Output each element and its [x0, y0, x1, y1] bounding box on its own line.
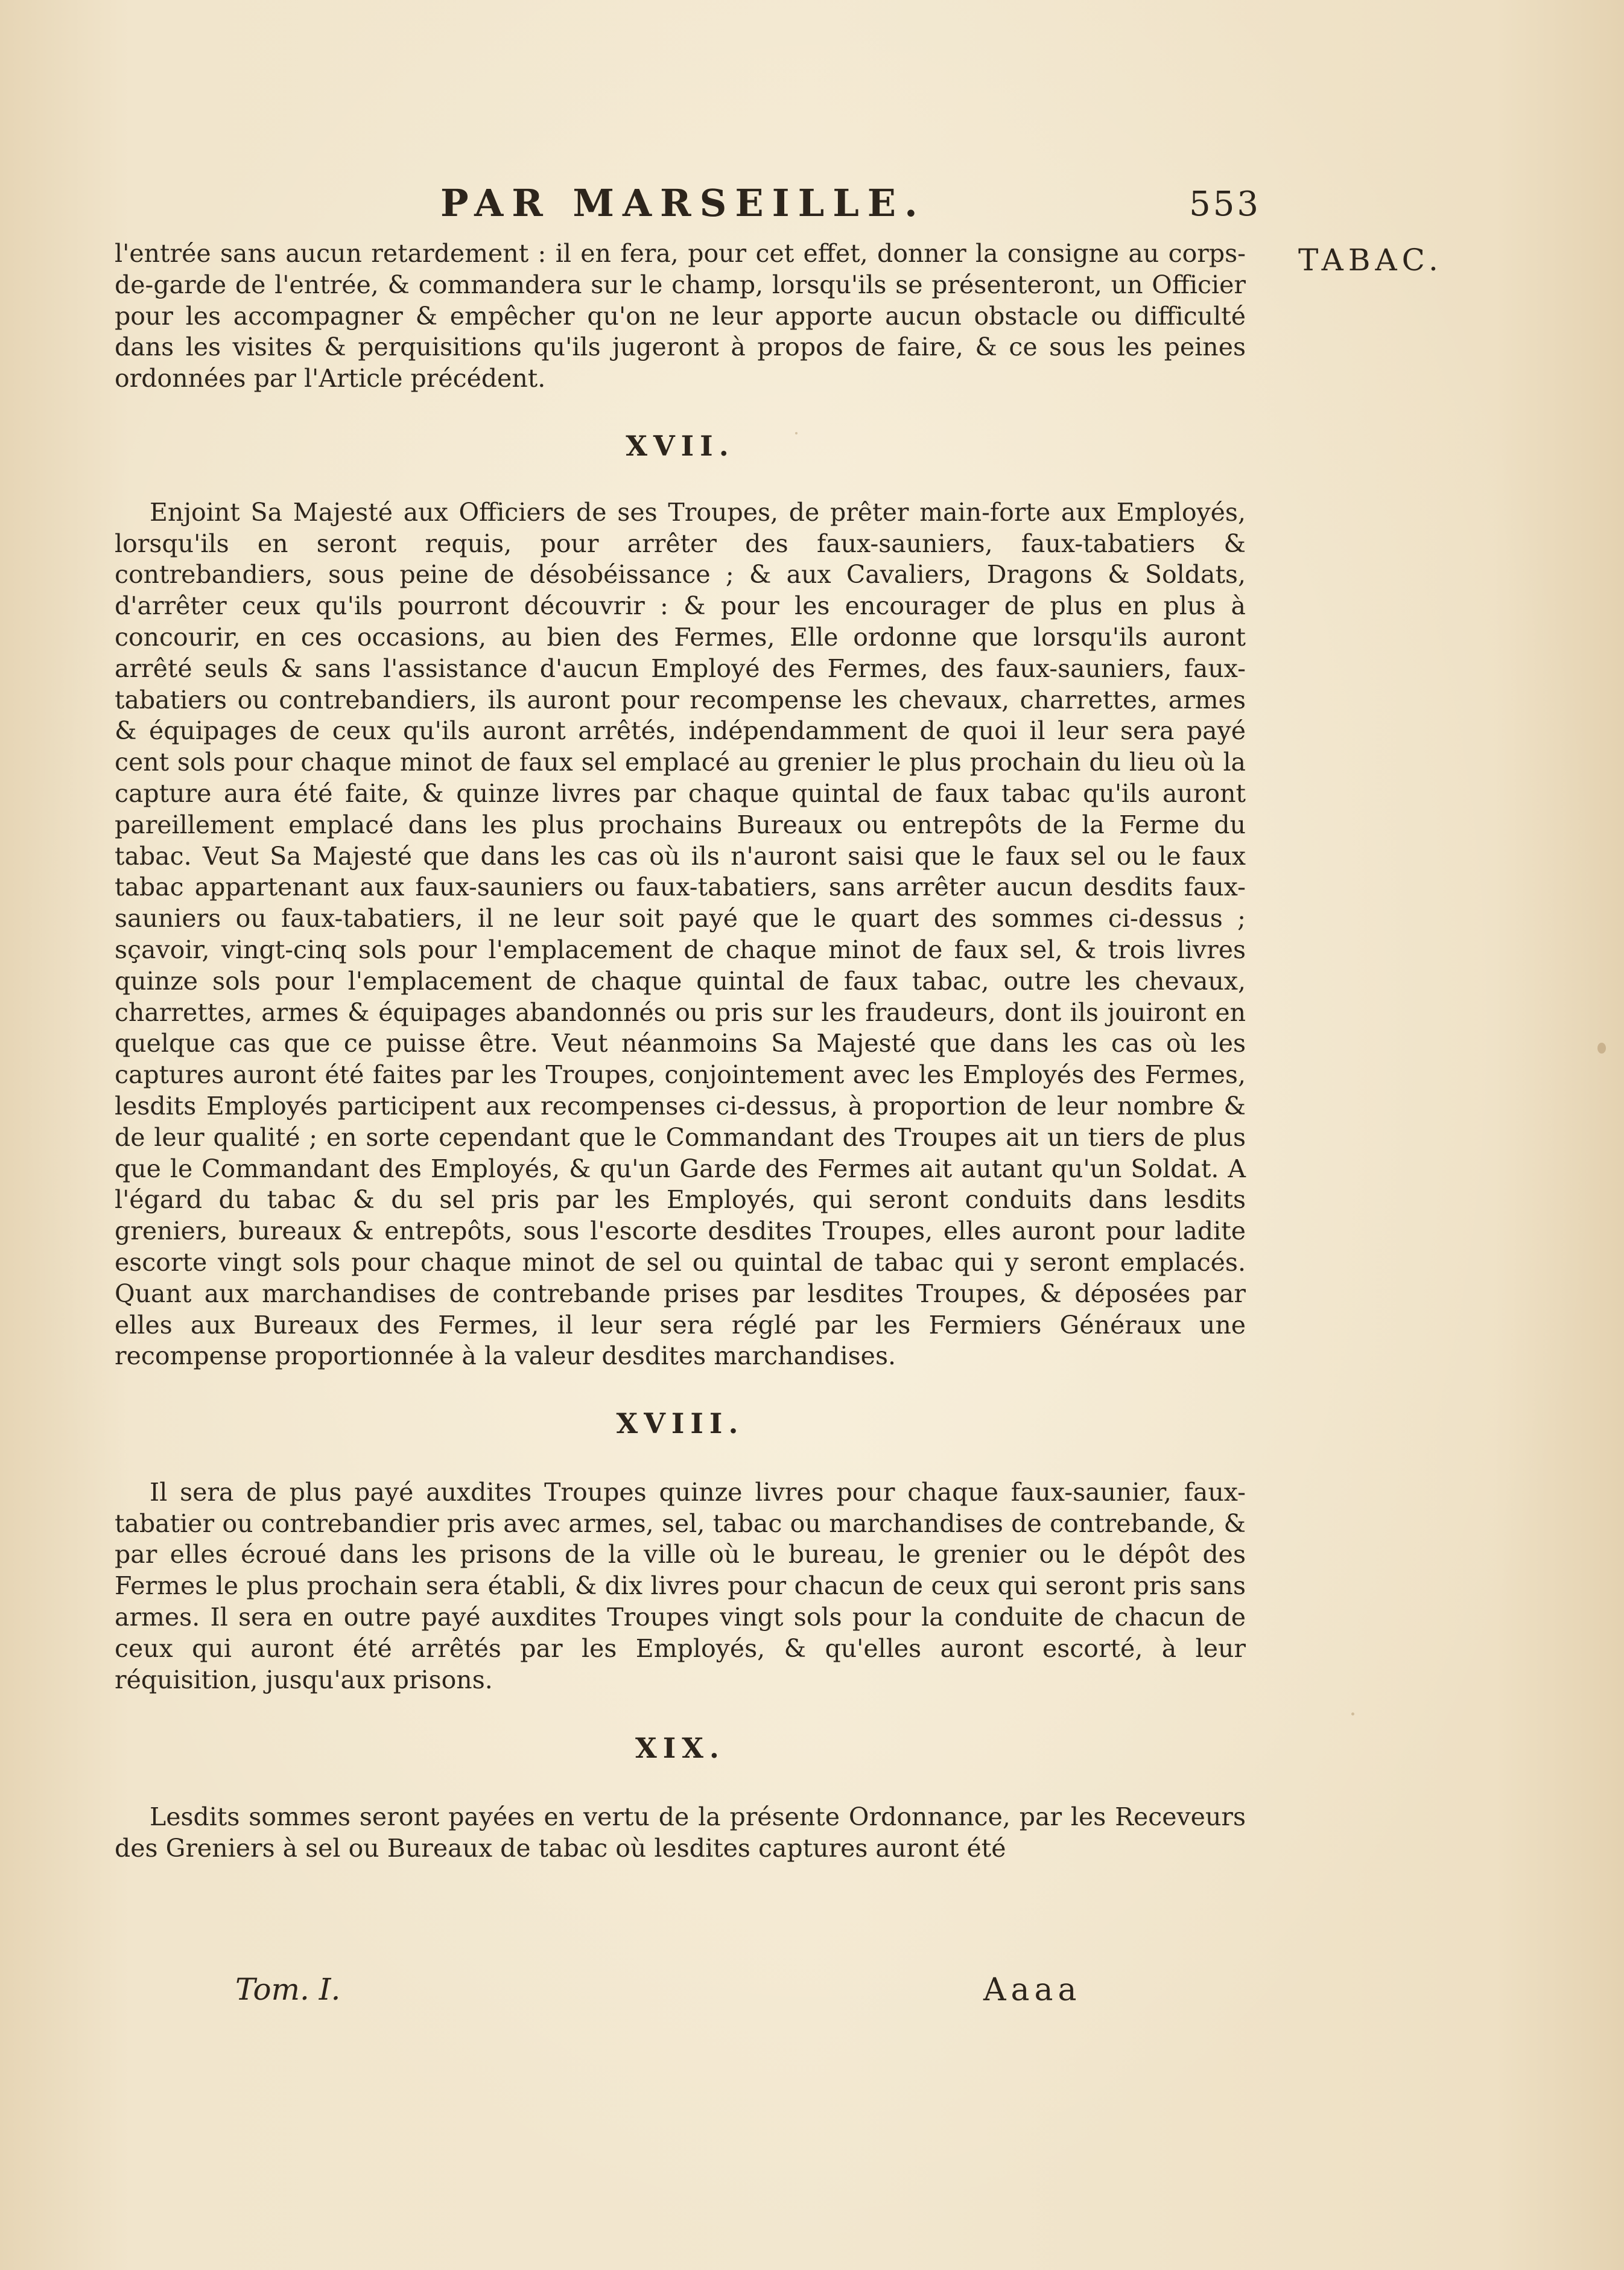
running-head: PAR MARSEILLE. [440, 181, 926, 225]
article-heading-xvii: XVII. [626, 429, 735, 462]
article-heading-xviii: XVIII. [616, 1407, 744, 1440]
article-heading-xix: XIX. [635, 1732, 725, 1765]
signature-mark: Aaaa [983, 1972, 1082, 2008]
paragraph-article-xix: Lesdits sommes seront payées en vertu de la présente Ordonnance, par les Receveurs des Greniers à sel ou Bureaux de tabac où lesdites captures auront été [115, 1802, 1246, 1863]
paragraph-continuation: l'entrée sans aucun retardement : il en fera, pour cet effet, donner la consigne au corps-de-garde de l'entrée, & commandera sur le champ, lorsqu'ils se présenteront, un Officier pour les accompagner & empêcher qu'on ne leur apporte aucun obstacle ou difficulté dans les visites & perquisitions qu'ils jugeront à propos de faire, & ce sous les peines ordonnées par l'Article précédent. [115, 239, 1246, 393]
body-text [115, 238, 1246, 1865]
page-number: 553 [1189, 185, 1261, 224]
foxing-spot [1597, 1043, 1606, 1054]
margin-note: TABAC. [1298, 243, 1443, 278]
foxing-spot [1351, 1712, 1354, 1715]
paragraph-article-xvii: Enjoint Sa Majesté aux Officiers de ses Troupes, de prêter main-forte aux Employés, lorsqu'ils en seront requis, pour arrêter des faux-sauniers, faux-tabatiers & contrebandiers, sous peine de désobéissance ; & aux Cavaliers, Dragons & Soldats, d'arrêter ceux qu'ils pourront découvrir : & pour les encourager de plus en plus à concourir, en ces occasions, au bien des Fermes, Elle ordonne que lorsqu'ils auront arrêté seuls & sans l'assistance d'aucun Employé des Fermes, des faux-sauniers, faux-tabatiers ou contrebandiers, ils auront pour recompense les chevaux, charrettes, armes & équipages de ceux qu'ils auront arrêtés, indépendamment de quoi il leur sera payé cent sols pour chaque minot de faux sel emplacé au grenier le plus prochain du lieu où la capture aura été faite, & quinze livres par chaque quintal de faux tabac qu'ils auront pareillement emplacé dans les plus prochains Bureaux ou entrepôts de la Ferme du tabac. Veut Sa Majesté que dans les cas où ils n'auront saisi que le faux sel ou le faux tabac appartenant aux faux-sauniers ou faux-tabatiers, sans arrêter aucun desdits faux-sauniers ou faux-tabatiers, il ne leur soit payé que le quart des sommes ci-dessus ; sçavoir, vingt-cinq sols pour l'emplacement de chaque minot de faux sel, & trois livres quinze sols pour l'emplacement de chaque quintal de faux tabac, outre les chevaux, charrettes, armes & équipages abandonnés ou pris sur les fraudeurs, dont ils jouiront en quelque cas que ce puisse être. Veut néanmoins Sa Majesté que dans les cas où les captures auront été faites par les Troupes, conjointement avec les Employés des Fermes, lesdits Employés participent aux recompenses ci-dessus, à proportion de leur nombre & de leur qualité ; en sorte cependant que le Commandant des Troupes ait un tiers de plus que le Commandant des Employés, & qu'un Garde des Fermes ait autant qu'un Soldat. A l'égard du tabac & du sel pris par les Employés, qui seront conduits dans lesdits greniers, bureaux & entrepôts, sous l'escorte desdites Troupes, elles auront pour ladite escorte vingt sols pour chaque minot de sel ou quintal de tabac qui y seront emplacés. Quant aux marchandises de contrebande prises par lesdites Troupes, & déposées par elles aux Bureaux des Fermes, il leur sera réglé par les Fermiers Généraux une recompense proportionnée à la valeur desdites marchandises. [115, 497, 1246, 1371]
page-header [115, 181, 1261, 235]
paragraph-article-xviii: Il sera de plus payé auxdites Troupes quinze livres pour chaque faux-saunier, faux-tabatier ou contrebandier pris avec armes, sel, tabac ou marchandises de contrebande, & par elles écroué dans les prisons de la ville où le bureau, le grenier ou le dépôt des Fermes le plus prochain sera établi, & dix livres pour chacun de ceux qui seront pris sans armes. Il sera en outre payé auxdites Troupes vingt sols pour la conduite de chacun de ceux qui auront été arrêtés par les Employés, & qu'elles auront escorté, à leur réquisition, jusqu'aux prisons. [115, 1477, 1246, 1694]
page-footer [115, 1972, 1246, 2020]
volume-mark: Tom. I. [235, 1972, 341, 2007]
